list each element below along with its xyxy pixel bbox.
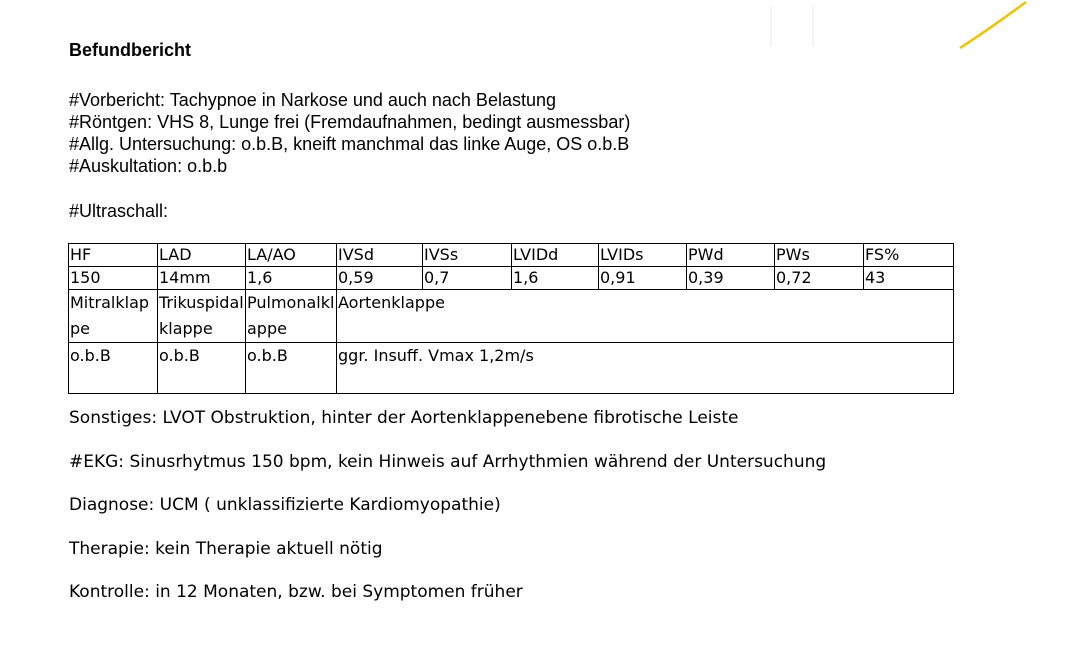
table-value-cell: 1,6 [512,267,599,290]
ultrasound-heading: #Ultraschall: [69,201,169,221]
echo-table [68,243,954,394]
table-value-cell: 0,7 [423,267,512,290]
table-header-cell: IVSs [423,244,512,267]
table-row [69,267,954,290]
valve-value-cell: ggr. Insuff. Vmax 1,2m/s [337,343,954,394]
table-header-cell: LAD [158,244,246,267]
history-block [69,89,630,177]
table-header-cell: HF [69,244,158,267]
valve-header-cell: Mitralklappe [69,290,158,343]
report-title: Befundbericht [69,40,192,60]
table-value-cell: 1,6 [246,267,337,290]
yellow-pen-stroke [958,0,1028,52]
table-value-cell: 0,72 [775,267,864,290]
valve-header-cell: Trikuspidalklappe [158,290,246,343]
valve-value-cell: o.b.B [246,343,337,394]
roentgen-line: #Röntgen: VHS 8, Lunge frei (Fremdaufnahmen, bedingt ausmessbar) [69,112,631,132]
valve-value-cell: o.b.B [69,343,158,394]
table-header-cell: FS% [864,244,954,267]
table-row [69,343,954,394]
auskultation-line: #Auskultation: o.b.b [69,156,228,176]
allg-untersuchung-line: #Allg. Untersuchung: o.b.B, kneift manchmal das linke Auge, OS o.b.B [69,134,630,154]
table-value-cell: 150 [69,267,158,290]
table-header-cell: IVSd [337,244,423,267]
table-value-cell: 0,39 [687,267,775,290]
table-value-cell: 43 [864,267,954,290]
valve-header-cell: Pulmonalklappe [246,290,337,343]
table-header-cell: LVIDd [512,244,599,267]
table-header-cell: LA/AO [246,244,337,267]
table-header-cell: LVIDs [599,244,687,267]
valve-value-cell: o.b.B [158,343,246,394]
table-header-cell: PWs [775,244,864,267]
sonstiges-line: Sonstiges: LVOT Obstruktion, hinter der Aortenklappenebene fibrotische Leiste [69,408,739,428]
kontrolle-line: Kontrolle: in 12 Monaten, bzw. bei Symptomen früher [69,582,523,602]
table-row [69,290,954,343]
table-value-cell: 0,59 [337,267,423,290]
faint-mark [812,6,814,46]
valve-header-cell: Aortenklappe [337,290,954,343]
table-row [69,244,954,267]
table-value-cell: 0,91 [599,267,687,290]
table-header-cell: PWd [687,244,775,267]
therapie-line: Therapie: kein Therapie aktuell nötig [69,539,383,559]
vorbericht-line: #Vorbericht: Tachypnoe in Narkose und auch nach Belastung [69,90,556,110]
diagnose-line: Diagnose: UCM ( unklassifizierte Kardiomyopathie) [69,495,501,515]
ekg-line: #EKG: Sinusrhytmus 150 bpm, kein Hinweis auf Arrhythmien während der Untersuchung [69,452,827,472]
faint-mark [770,6,772,46]
table-value-cell: 14mm [158,267,246,290]
